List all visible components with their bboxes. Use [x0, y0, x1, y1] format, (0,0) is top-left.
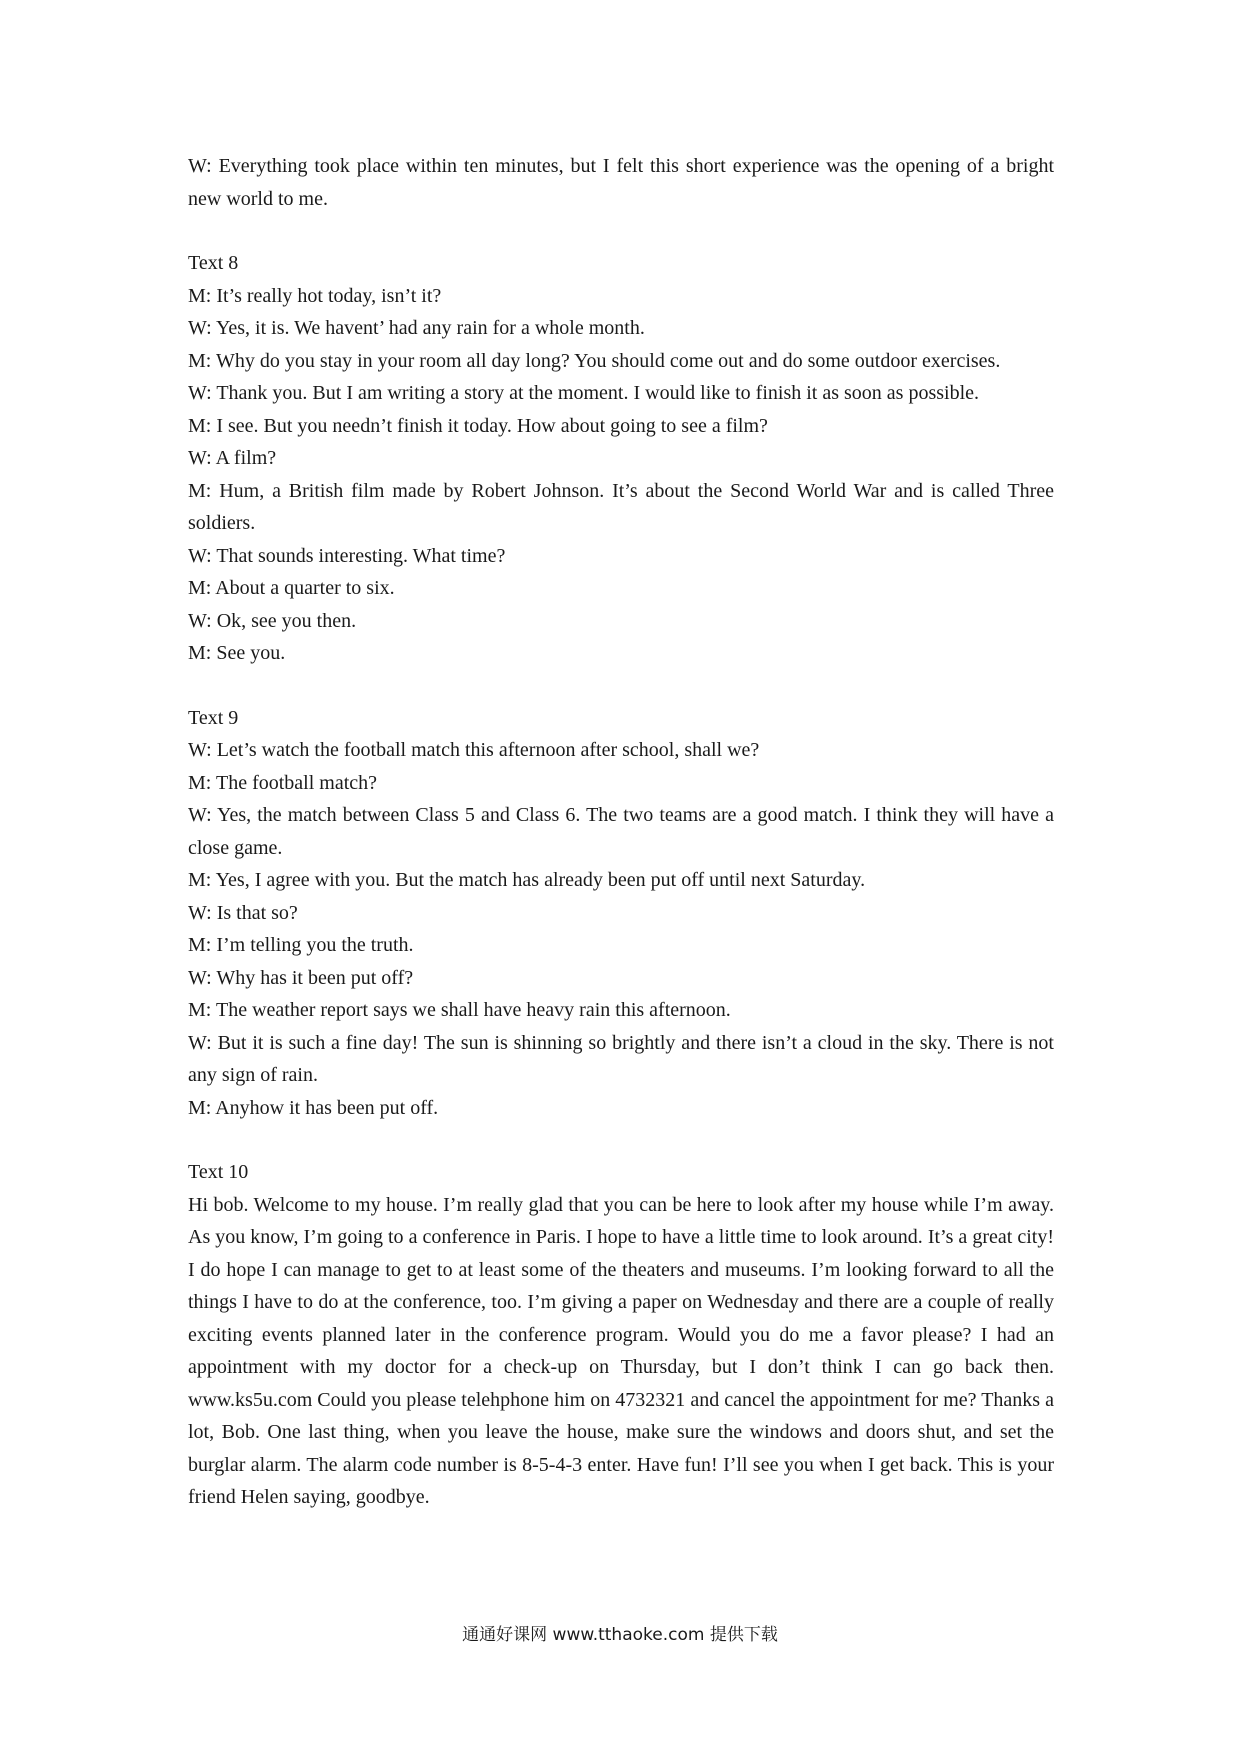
- dialogue-line: M: It’s really hot today, isn’t it?: [188, 284, 442, 307]
- dialogue-line: M: Hum, a British film made by Robert Johnson. It’s about the Second World War and is called Three soldiers.: [188, 479, 1054, 534]
- dialogue-line: W: Yes, it is. We havent’ had any rain for a whole month.: [188, 317, 645, 339]
- document-page: [188, 150, 1054, 1514]
- dialogue-line: W: Is that so?: [188, 901, 298, 924]
- dialogue-line: M: See you.: [188, 642, 286, 664]
- dialogue-line: M: About a quarter to six.: [188, 577, 395, 599]
- dialogue-line: M: Yes, I agree with you. But the match has already been put off until next Saturday.: [188, 869, 866, 891]
- text-10-heading: Text 10: [188, 1161, 249, 1183]
- text-9-section: [188, 702, 1054, 1125]
- dialogue-line: M: I see. But you needn’t finish it today. How about going to see a film?: [188, 414, 768, 437]
- text-10-section: [188, 1156, 1054, 1514]
- dialogue-line: W: But it is such a fine day! The sun is shinning so brightly and there isn’t a cloud in the sky. There is not any sign of rain.: [188, 1031, 1054, 1086]
- monologue-paragraph: Hi bob. Welcome to my house. I’m really glad that you can be here to look after my house while I’m away. As you know, I’m going to a conference in Paris. I hope to have a little time to look around. It’s a great city! I do hope I can manage to get to at least some of the theaters and museums. I’m looking forward to all the things I have to do at the conference, too. I’m giving a paper on Wednesday and there are a couple of really exciting events planned later in the conference program. Would you do me a favor please? I had an appointment with my doctor for a check-up on Thursday, but I don’t think I can go back then. www.ks5u.com Could you please telehphone him on 4732321 and cancel the appointment for me? Thanks a lot, Bob. One last thing, when you leave the house, make sure the windows and doors shut, and set the burglar alarm. The alarm code number is 8-5-4-3 enter. Have fun! I’ll see you when I get back. This is your friend Helen saying, goodbye.: [188, 1193, 1054, 1508]
- section-gap: [188, 215, 1054, 247]
- section-gap: [188, 1124, 1054, 1156]
- dialogue-line: W: Ok, see you then.: [188, 609, 357, 632]
- dialogue-line: M: I’m telling you the truth.: [188, 934, 414, 956]
- section-gap: [188, 670, 1054, 702]
- dialogue-line: M: The weather report says we shall have heavy rain this afternoon.: [188, 999, 731, 1021]
- dialogue-line: W: Let’s watch the football match this afternoon after school, shall we?: [188, 739, 760, 761]
- text-9-heading: Text 9: [188, 706, 239, 729]
- dialogue-line: M: The football match?: [188, 771, 378, 794]
- dialogue-line: M: Why do you stay in your room all day long? You should come out and do some outdoor exercises.: [188, 349, 1001, 372]
- text-8-section: [188, 247, 1054, 670]
- dialogue-line: W: That sounds interesting. What time?: [188, 544, 506, 567]
- dialogue-line: W: A film?: [188, 447, 277, 469]
- intro-paragraph: W: Everything took place within ten minutes, but I felt this short experience was the opening of a bright new world to me.: [188, 155, 1054, 210]
- dialogue-line: W: Yes, the match between Class 5 and Class 6. The two teams are a good match. I think they will have a close game.: [188, 804, 1054, 859]
- dialogue-line: W: Thank you. But I am writing a story at the moment. I would like to finish it as soon as possible.: [188, 382, 980, 404]
- dialogue-line: M: Anyhow it has been put off.: [188, 1096, 439, 1119]
- page-footer: 通通好课网 www.tthaoke.com 提供下载: [462, 1625, 778, 1645]
- text-8-heading: Text 8: [188, 252, 239, 274]
- dialogue-line: W: Why has it been put off?: [188, 966, 414, 989]
